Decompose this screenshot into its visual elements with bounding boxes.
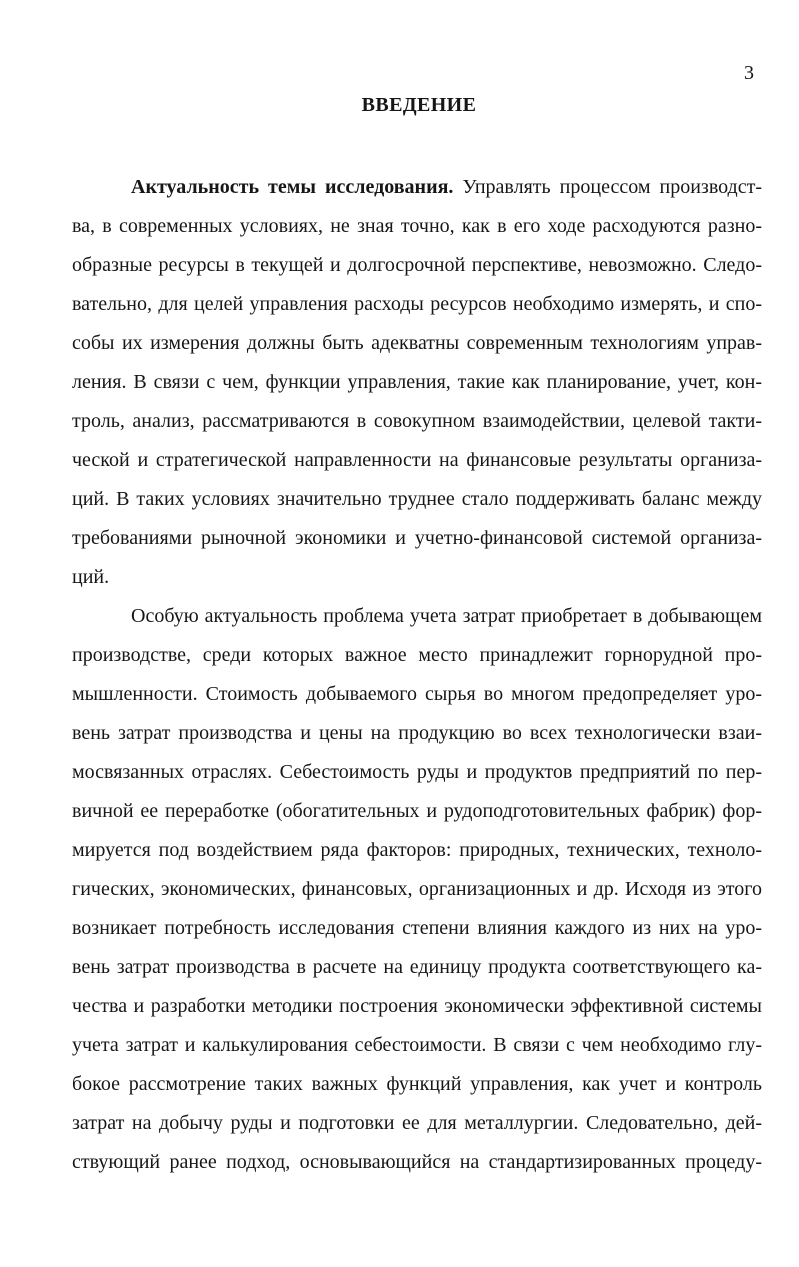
paragraph-2-line: возникает потребность исследования степени влияния каждого из них на уро- — [72, 917, 762, 939]
paragraph-2-line: вичной ее переработке (обогатительных и рудоподготовительных фабрик) фор- — [72, 800, 762, 822]
paragraph-1-line: ва, в современных условиях, не зная точно, как в его ходе расходуются разно- — [72, 215, 762, 237]
paragraph-2-line: мышленности. Стоимость добываемого сырья во многом предопределяет уро- — [72, 683, 762, 705]
paragraph-1-line: ций. В таких условиях значительно труднее стало поддерживать баланс между — [72, 488, 762, 510]
paragraph-1-line: образные ресурсы в текущей и долгосрочной перспективе, невозможно. Следо- — [72, 254, 762, 276]
paragraph-1-line: ческой и стратегической направленности на финансовые результаты организа- — [72, 449, 762, 471]
paragraph-1-line: троль, анализ, рассматриваются в совокупном взаимодействии, целевой такти- — [72, 410, 762, 432]
page-title: ВВЕДЕНИЕ — [361, 94, 477, 116]
paragraph-2-line: мируется под воздействием ряда факторов: природных, технических, техноло- — [72, 839, 762, 861]
paragraph-2-line: вень затрат производства в расчете на единицу продукта соответствующего ка- — [72, 956, 762, 978]
paragraph-1-line-1 — [131, 175, 762, 199]
paragraph-2-line: затрат на добычу руды и подготовки ее для металлургии. Следовательно, дей- — [72, 1112, 762, 1134]
paragraph-2-line: чества и разработки методики построения экономически эффективной системы — [72, 995, 762, 1017]
paragraph-1-line: вательно, для целей управления расходы ресурсов необходимо измерять, и спо- — [72, 293, 762, 315]
paragraph-2-line: Особую актуальность проблема учета затрат приобретает в добывающем — [131, 605, 762, 627]
paragraph-1-line: собы их измерения должны быть адекватны современным технологиям управ- — [72, 332, 762, 354]
paragraph-2-line: ствующий ранее подход, основывающийся на стандартизированных процеду- — [72, 1151, 762, 1173]
paragraph-2-line: гических, экономических, финансовых, организационных и др. Исходя из этого — [72, 878, 762, 900]
paragraph-1-line: ций. — [72, 566, 110, 588]
paragraph-2-line: мосвязанных отраслях. Себестоимость руды и продуктов предприятий по пер- — [72, 761, 762, 783]
paragraph-2-line: учета затрат и калькулирования себестоимости. В связи с чем необходимо глу- — [72, 1034, 762, 1056]
paragraph-2-line: вень затрат производства и цены на продукцию во всех технологически взаи- — [72, 722, 762, 744]
paragraph-1-line: ления. В связи с чем, функции управления, такие как планирование, учет, кон- — [72, 371, 762, 393]
page-number: 3 — [744, 62, 754, 84]
paragraph-1-line-1-text: Управлять процессом производст- — [462, 176, 763, 198]
paragraph-1-line: требованиями рыночной экономики и учетно-финансовой системой организа- — [72, 527, 762, 549]
paragraph-2-line: производстве, среди которых важное место принадлежит горнорудной про- — [72, 644, 762, 666]
paragraph-1-lead: Актуальность темы исследования. — [131, 176, 454, 198]
paragraph-2-line: бокое рассмотрение таких важных функций управления, как учет и контроль — [72, 1073, 762, 1095]
